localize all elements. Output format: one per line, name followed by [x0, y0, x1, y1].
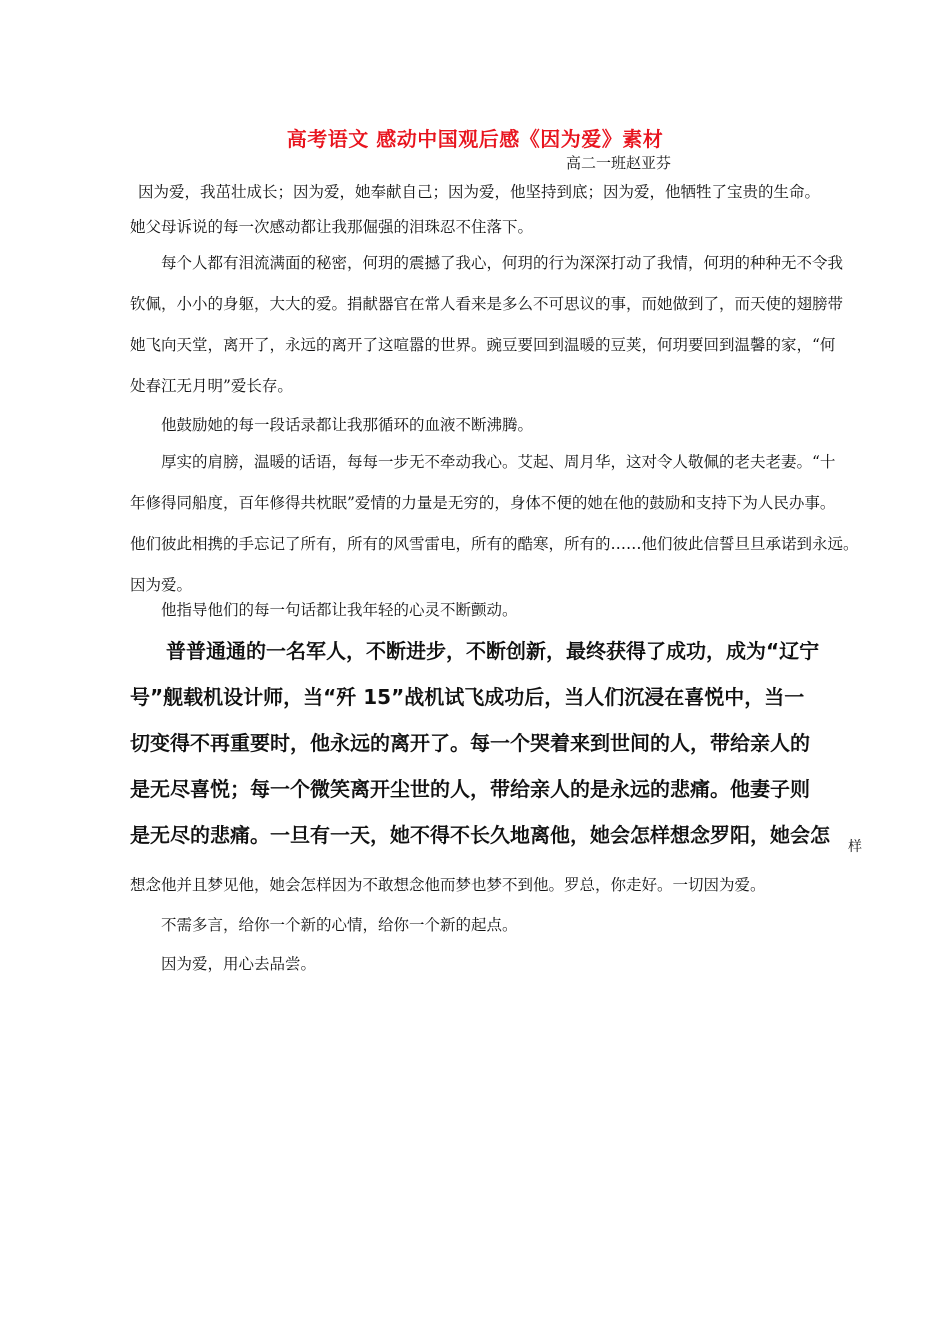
paragraph-2: 她父母诉说的每一次感动都让我那倔强的泪珠忍不住落下。 — [130, 218, 534, 236]
bold-line: 普普通通的一名军人，不断进步，不断创新，最终获得了成功，成为“辽宁 — [166, 639, 820, 663]
bold-line: 号”舰载机设计师，当“歼 15”战机试飞成功后，当人们沉浸在喜悦中，当一 — [130, 685, 805, 709]
bold-line: 是无尽的悲痛。一旦有一天，她不得不长久地离他，她会怎样想念罗阳，她会怎 — [130, 823, 830, 847]
author-line: 高二一班赵亚芬 — [566, 154, 672, 172]
bold-line: 是无尽喜悦；每一个微笑离开尘世的人，带给亲人的是永远的悲痛。他妻子则 — [130, 777, 810, 801]
bold-line: 切变得不再重要时，他永远的离开了。每一个哭着来到世间的人，带给亲人的 — [130, 731, 810, 755]
paragraph-5-line: 年修得同船度，百年修得共枕眠”爱情的力量是无穷的，身体不便的她在他的鼓励和支持下为人民办事。 — [130, 494, 836, 512]
trailing-character: 样 — [848, 839, 862, 855]
paragraph-3-line: 每个人都有泪流满面的秘密，何玥的震撼了我心，何玥的行为深深打动了我情，何玥的种种无不令我 — [161, 254, 844, 272]
paragraph-1: 因为爱，我茁壮成长；因为爱，她奉献自己；因为爱，他坚持到底；因为爱，他牺牲了宝贵的生命。 — [138, 183, 821, 201]
paragraph-5-line: 因为爱。 — [130, 576, 193, 594]
paragraph-3-line: 钦佩，小小的身躯，大大的爱。捐献器官在常人看来是多么不可思议的事，而她做到了，而天使的翅膀带 — [130, 295, 844, 313]
paragraph-3-line: 处春江无月明”爱长存。 — [130, 377, 293, 395]
paragraph-8: 不需多言，给你一个新的心情，给你一个新的起点。 — [161, 916, 518, 934]
paragraph-9: 因为爱，用心去品尝。 — [161, 955, 317, 973]
paragraph-7: 想念他并且梦见他，她会怎样因为不敢想念他而梦也梦不到他。罗总，你走好。一切因为爱。 — [130, 876, 766, 894]
paragraph-5-line: 他们彼此相携的手忘记了所有，所有的风雪雷电，所有的酷寒，所有的……他们彼此信誓旦旦承诺到永远。 — [130, 535, 859, 553]
paragraph-4: 他鼓励她的每一段话录都让我那循环的血液不断沸腾。 — [161, 416, 534, 434]
paragraph-3 — [130, 243, 890, 407]
document-title: 高考语文 感动中国观后感《因为爱》素材 — [286, 127, 664, 151]
paragraph-6: 他指导他们的每一句话都让我年轻的心灵不断颤动。 — [161, 601, 518, 619]
paragraph-5 — [130, 442, 890, 606]
bold-paragraph — [130, 628, 850, 858]
paragraph-5-line: 厚实的肩膀，温暖的话语，每每一步无不牵动我心。艾起、周月华，这对令人敬佩的老夫老妻。“十 — [161, 453, 836, 471]
paragraph-3-line: 她飞向天堂，离开了，永远的离开了这喧嚣的世界。豌豆要回到温暖的豆荚，何玥要回到温馨的家，“何 — [130, 336, 836, 354]
